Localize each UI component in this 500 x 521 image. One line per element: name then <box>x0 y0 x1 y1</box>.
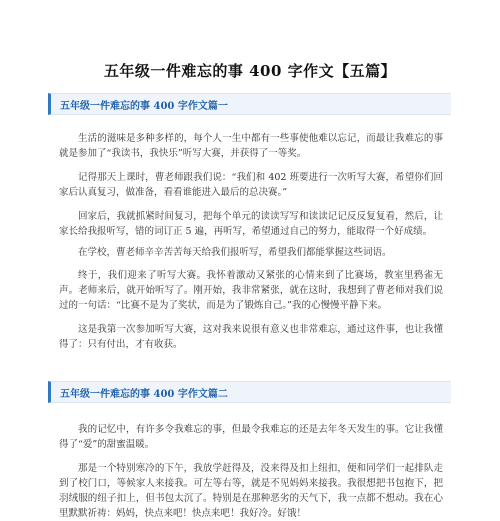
section-heading-2-label: 五年级一件难忘的事 400 字作文篇二 <box>60 389 228 400</box>
paragraph: 在学校，曹老师辛辛苦苦每天给我们报听写，希望我们都能掌握这些词语。 <box>78 247 392 258</box>
section-heading-2 <box>48 381 451 403</box>
paragraph: 那是一个特别寒冷的下午，我放学赶得及，没来得及扣上纽扣，便和同学们一起排队走到了校门口，等候家人来接我。可左等右等，就是不见妈妈来接我。我很想把书包抱下，把羽绒服的纽子扣上，但书包太沉了。特别是在那种恶劣的天气下，我一点都不想动。我在心里默默祈祷：妈妈，快点来吧！快点来吧！我好冷。好饿！ <box>59 463 443 519</box>
section-heading-1-label: 五年级一件难忘的事 400 字作文篇一 <box>60 101 228 112</box>
document-title: 五年级一件难忘的事 400 字作文【五篇】 <box>103 62 397 80</box>
paragraph: 记得那天上课时，曹老师跟我们说：“我们和 402 班要进行一次听写大赛，希望你们回家后认真复习，做准备，看看谁能进入最后的总决赛。” <box>59 172 443 198</box>
paragraph: 生活的滋味是多种多样的，每个人一生中都有一些事使他难以忘记，而最让我难忘的事就是参加了“我读书，我快乐”听写大赛，并获得了一等奖。 <box>59 133 443 159</box>
paragraph: 这是我第一次参加听写大赛，这对我来说很有意义也非常难忘，通过这件事，也让我懂得了：只有付出，才有收获。 <box>59 324 443 350</box>
paragraph: 终于，我们迎来了听写大赛。我怀着激动又紧张的心情来到了比赛场，教室里鸦雀无声。老师来后，就开始听写了。刚开始，我非常紧张，就在这时，我想到了曹老师对我们说过的一句话：“比赛不是为了奖状，而是为了锻炼自己。”我的心慢慢平静下来。 <box>59 270 443 311</box>
section-heading-1 <box>48 93 451 115</box>
paragraph: 回家后，我就抓紧时间复习，把每个单元的读读写写和读读记记反反复复看，然后，让家长给我报听写，错的词订正 5 遍，再听写，希望通过自己的努力，能取得一个好成绩。 <box>59 211 443 237</box>
paragraph: 我的记忆中，有许多令我难忘的事，但最令我难忘的还是去年冬天发生的事。它让我懂得了“爱”的甜蜜温暖。 <box>59 424 443 450</box>
